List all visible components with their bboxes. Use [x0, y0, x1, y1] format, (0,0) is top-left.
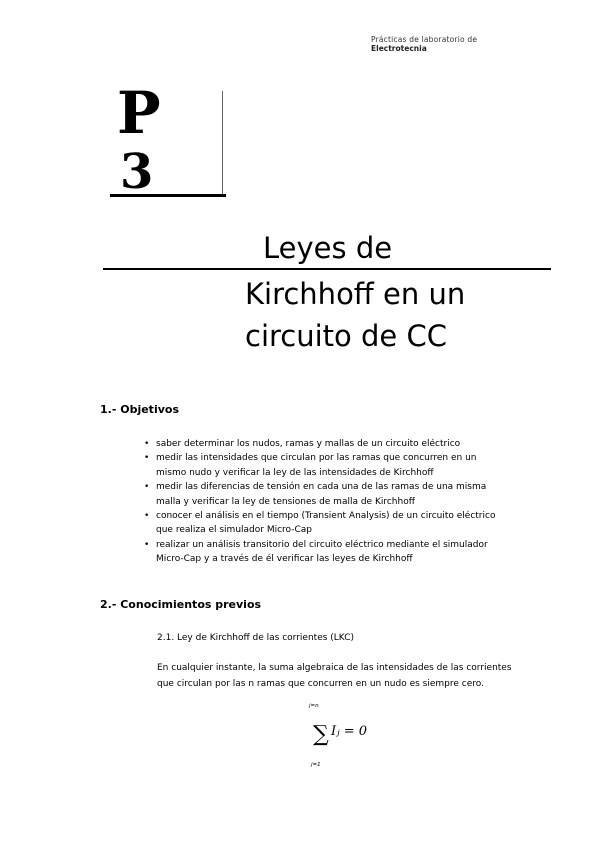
objective-item: • medir las intensidades que circulan por las ramas que concurren en un mismo nudo y verificar la ley de las intensidades de Kirchhoff [144, 451, 504, 480]
objective-item: • medir las diferencias de tensión en cada una de las ramas de una misma malla y verificar la ley de tensiones de malla de Kirchhoff [144, 480, 504, 509]
objectives-list [144, 437, 504, 567]
objectives-heading: 1.- Objetivos [100, 403, 179, 416]
sum-symbol: ∑ [313, 722, 329, 747]
title-line-1: Leyes de [263, 231, 393, 265]
objective-item: • conocer el análisis en el tiempo (Transient Analysis) de un circuito eléctrico que realiza el simulador Micro-Cap [144, 509, 504, 538]
objective-item: • realizar un análisis transitorio del circuito eléctrico mediante el simulador Micro-Cap y a través de él verificar las leyes de Kirchhoff [144, 538, 504, 567]
title-line-2: Kirchhoff en un [245, 277, 466, 311]
chapter-letter: P [117, 79, 161, 147]
title-rule [103, 268, 551, 270]
kcl-paragraph: En cualquier instante, la suma algebraica de las intensidades de las corrientes que circulan por las n ramas que concurren en un nudo es siempre cero. [157, 663, 512, 689]
title-line-3: circuito de CC [245, 319, 447, 353]
running-header-subject: Prácticas de laboratorio de [371, 35, 478, 44]
sum-lower-limit: j=1 [311, 762, 321, 768]
running-header-course: Electrotecnia [371, 44, 427, 53]
chapter-number: 3 [120, 144, 154, 200]
objective-item: • saber determinar los nudos, ramas y mallas de un circuito eléctrico [144, 437, 504, 451]
kcl-subheading: 2.1. Ley de Kirchhoff de las corrientes (LKC) [157, 633, 355, 643]
sum-expression: Iⱼ = 0 [331, 724, 367, 739]
knowledge-heading: 2.- Conocimientos previos [100, 598, 262, 611]
sum-upper-limit: j=n [309, 703, 319, 709]
